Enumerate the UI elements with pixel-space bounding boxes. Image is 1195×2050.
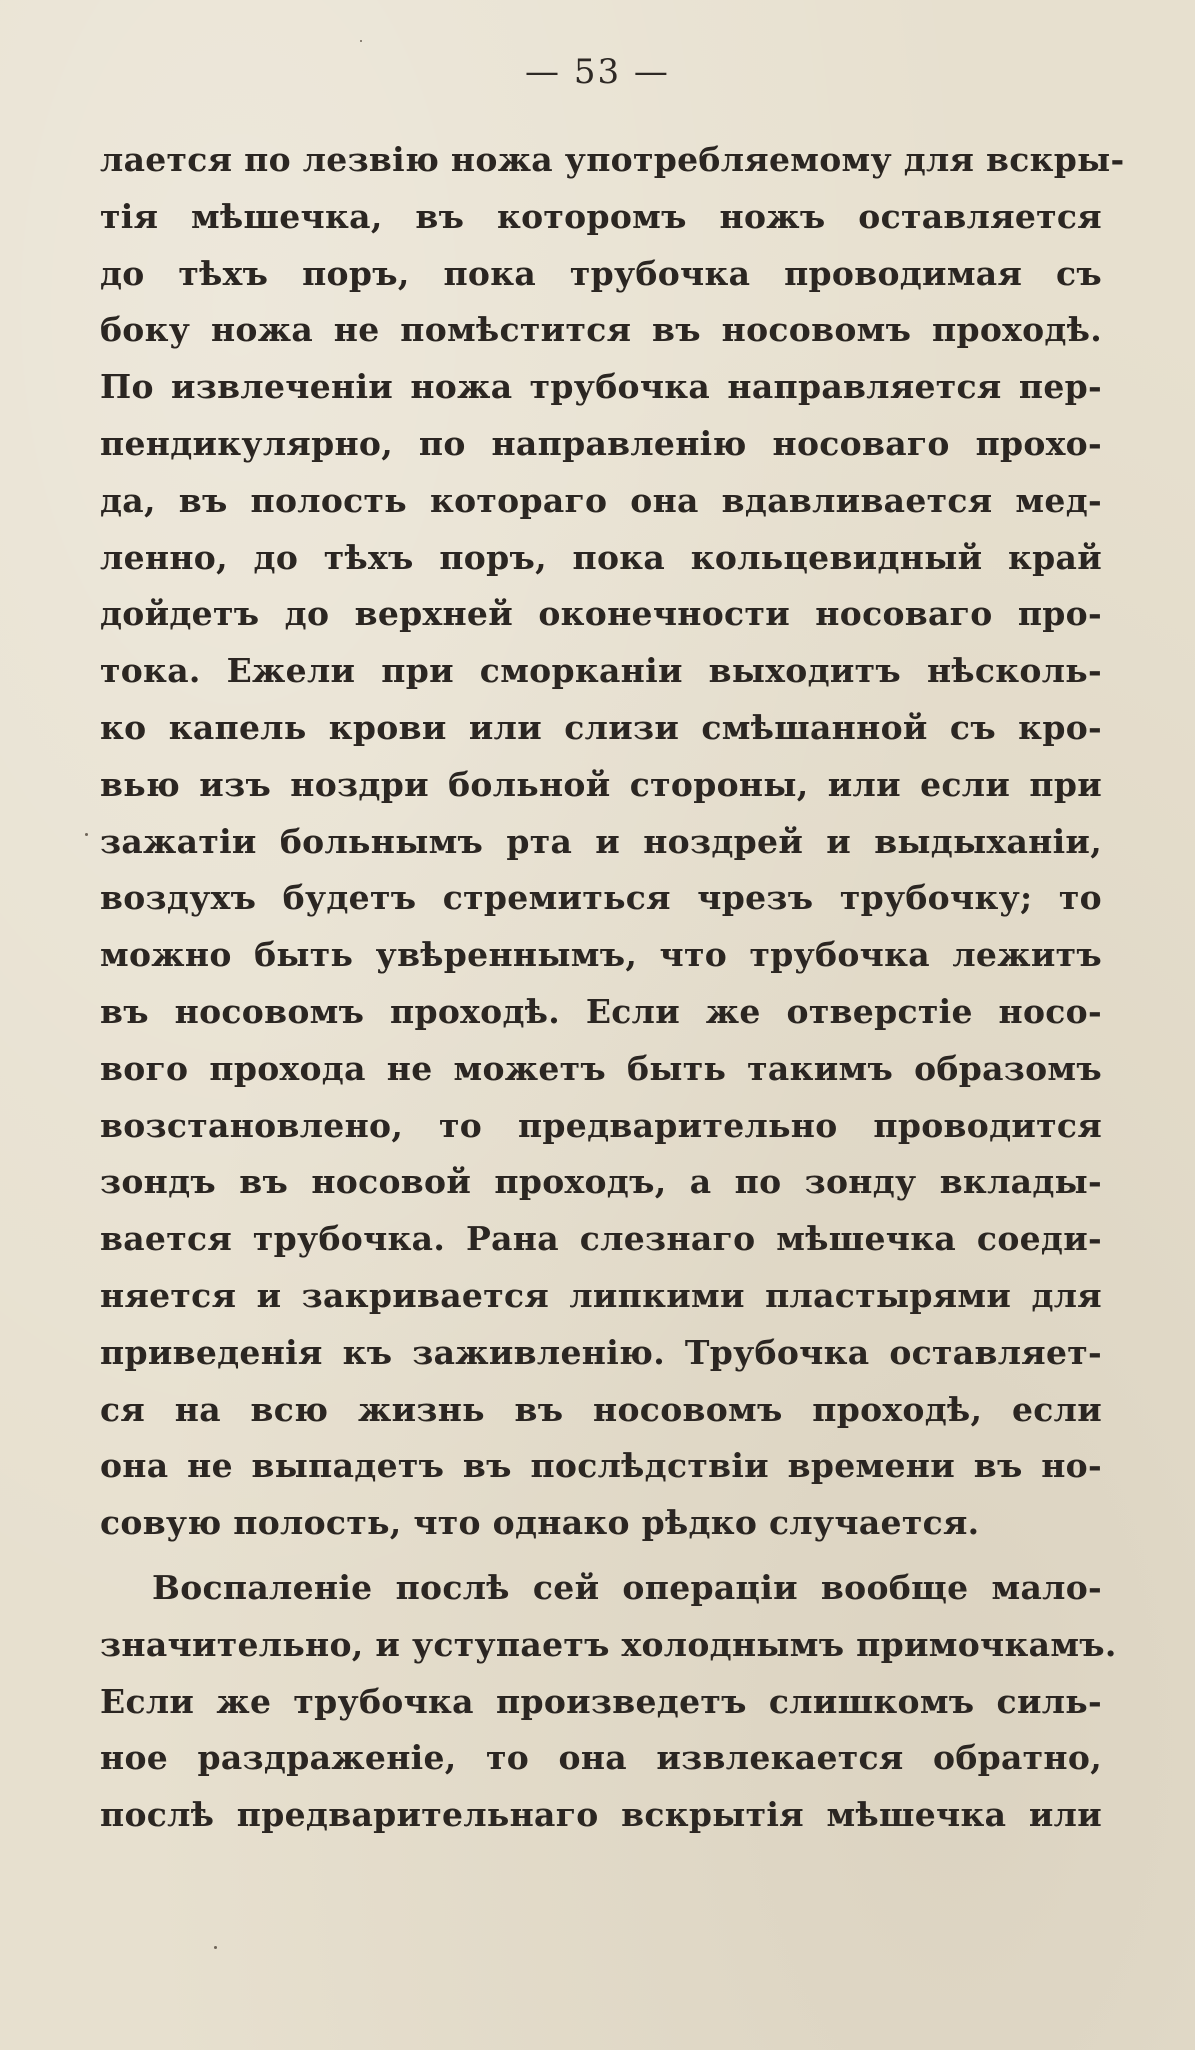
text-line: ся на всю жизнь въ носовомъ проходѣ, если: [100, 1389, 1102, 1429]
text-line: вью изъ ноздри больной стороны, или если при: [100, 764, 1102, 804]
text-line: тока. Ежели при сморканіи выходитъ нѣсколь-: [100, 651, 1102, 691]
text-line: ко капель крови или слизи смѣшанной съ кро-: [100, 707, 1102, 747]
paper-speck: [85, 833, 88, 836]
paragraph-1: [100, 132, 1125, 1552]
text-line: Если же трубочка произведетъ слишкомъ силь-: [100, 1681, 1102, 1721]
text-line: вается трубочка. Рана слезнаго мѣшечка соеди-: [100, 1219, 1102, 1259]
text-line: послѣ предварительнаго вскрытія мѣшечка или: [100, 1795, 1102, 1835]
paper-speck: [360, 40, 362, 42]
text-line: можно быть увѣреннымъ, что трубочка лежитъ: [100, 935, 1102, 975]
text-line: приведенія къ заживленію. Трубочка оставляет-: [100, 1332, 1102, 1372]
body-text: [100, 132, 1125, 1844]
page-number: — 53 —: [525, 52, 670, 92]
text-line: пендикулярно, по направленію носоваго прохо-: [100, 423, 1102, 463]
text-line: ное раздраженіе, то она извлекается обратно,: [100, 1738, 1102, 1778]
text-line: няется и закривается липкими пластырями для: [100, 1275, 1102, 1315]
text-line: да, въ полость котораго она вдавливается мед-: [100, 480, 1102, 520]
text-line: въ носовомъ проходѣ. Если же отверстіе носо-: [100, 991, 1102, 1031]
text-line: зондъ въ носовой проходъ, а по зонду вклады-: [100, 1162, 1102, 1202]
text-line: значительно, и уступаетъ холоднымъ примочкамъ.: [100, 1624, 1117, 1664]
text-line: зажатіи больнымъ рта и ноздрей и выдыханіи,: [100, 821, 1102, 861]
text-line: она не выпадетъ въ послѣдствіи времени въ но-: [100, 1446, 1102, 1486]
text-line: боку ножа не помѣстится въ носовомъ проходѣ.: [100, 310, 1102, 350]
paper-speck: [214, 1946, 217, 1949]
text-line: дойдетъ до верхней оконечности носоваго про-: [100, 594, 1102, 634]
text-line: ленно, до тѣхъ поръ, пока кольцевидный край: [100, 537, 1102, 577]
text-line: воздухъ будетъ стремиться чрезъ трубочку; то: [100, 878, 1102, 918]
text-line: до тѣхъ поръ, пока трубочка проводимая съ: [100, 253, 1102, 293]
text-line: вого прохода не можетъ быть такимъ образомъ: [100, 1048, 1102, 1088]
text-line: возстановлено, то предварительно проводится: [100, 1105, 1102, 1145]
paragraph-2: [100, 1560, 1117, 1844]
text-line: По извлеченіи ножа трубочка направляется пер-: [100, 367, 1102, 407]
text-line: лается по лезвію ножа употребляемому для вскры-: [100, 140, 1125, 179]
text-line: тія мѣшечка, въ которомъ ножъ оставляется: [100, 196, 1102, 236]
text-line: совую полость, что однако рѣдко случается.: [100, 1503, 980, 1543]
text-line: Воспаленіе послѣ сей операціи вообще мало-: [152, 1567, 1102, 1607]
